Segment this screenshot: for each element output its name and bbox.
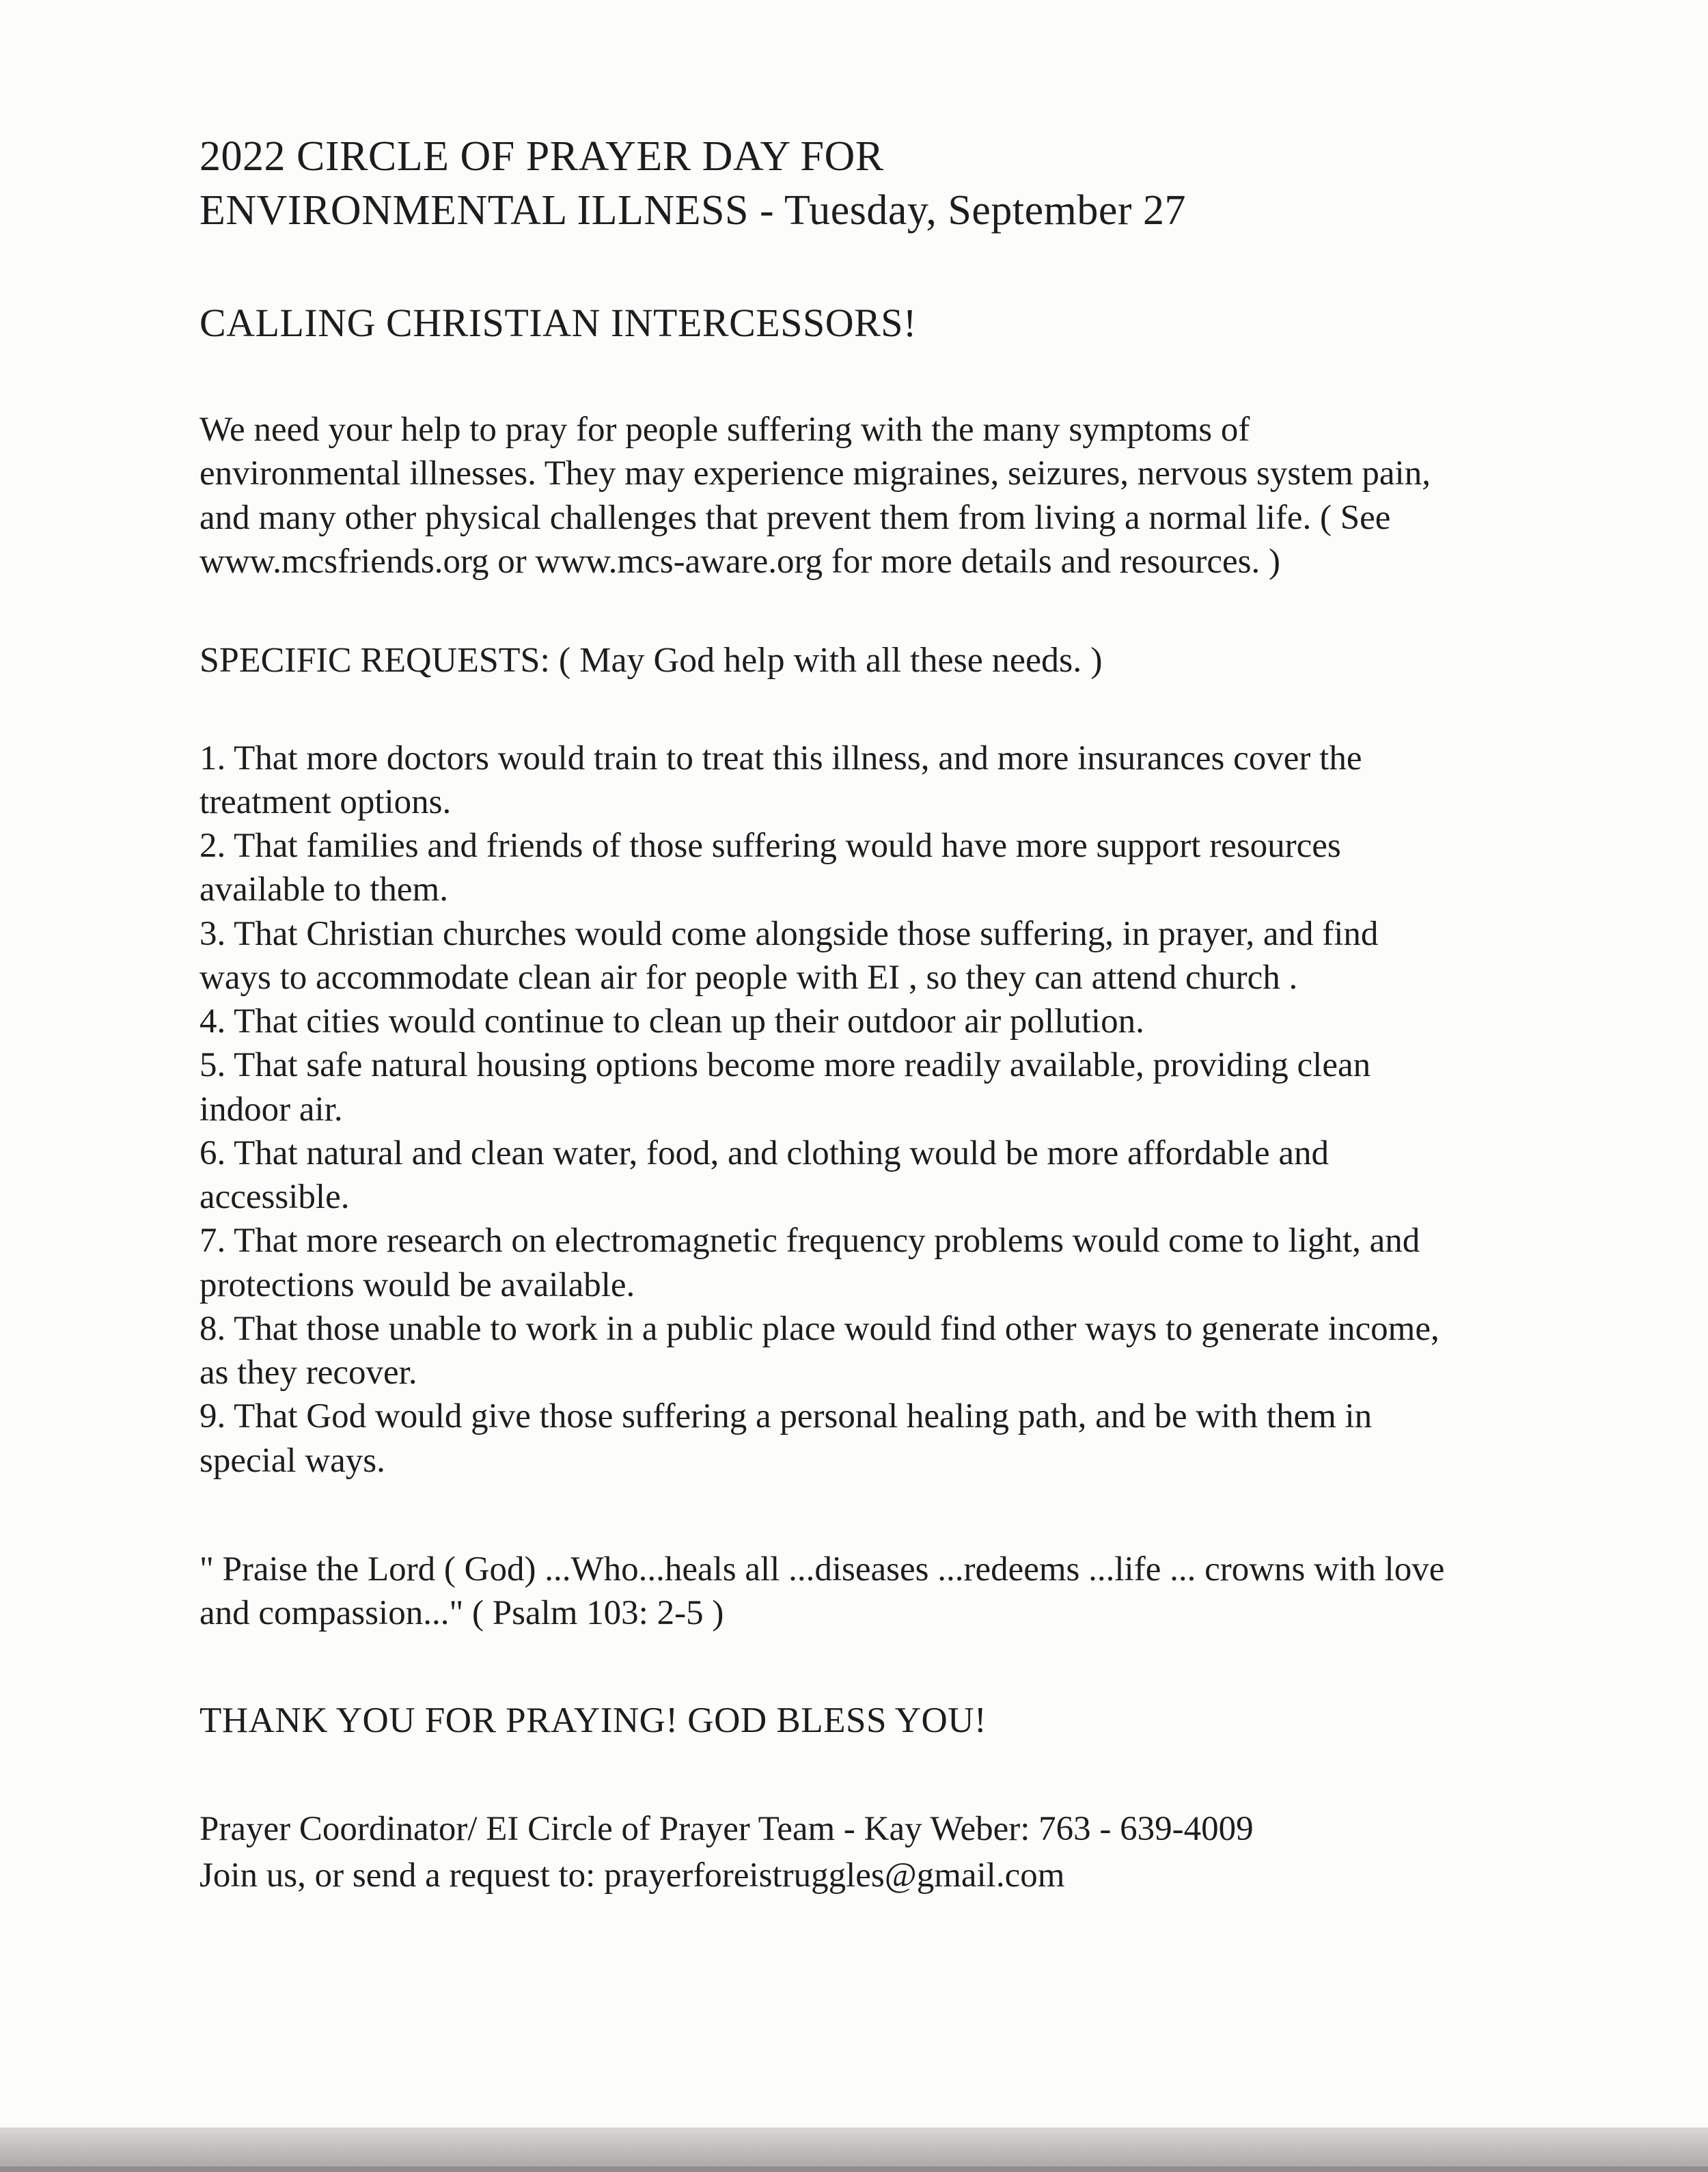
email-contact-line: Join us, or send a request to: prayerforeistruggles@gmail.com [199, 1856, 1065, 1895]
document-title-line-1: 2022 CIRCLE OF PRAYER DAY FOR [199, 133, 884, 180]
prayer-request-item: 4. That cities would continue to clean up their outdoor air pollution. [199, 1002, 1144, 1041]
prayer-request-item: 7. That more research on electromagnetic frequency problems would come to light, and protections would be available. [199, 1222, 1420, 1304]
prayer-request-item: 5. That safe natural housing options become more readily available, providing clean indoor air. [199, 1046, 1371, 1129]
document-title-line-2: ENVIRONMENTAL ILLNESS - Tuesday, September 27 [199, 187, 1186, 234]
scripture-quote: " Praise the Lord ( God) ...Who...heals all ...diseases ...redeems ...life ... crowns with love and compassion..." ( Psalm 103: 2-5 ) [199, 1550, 1445, 1633]
calling-intercessors-heading: CALLING CHRISTIAN INTERCESSORS! [199, 300, 917, 345]
prayer-request-item: 2. That families and friends of those suffering would have more support resources available to them. [199, 827, 1341, 909]
prayer-request-item: 6. That natural and clean water, food, and clothing would be more affordable and accessible. [199, 1133, 1329, 1217]
scanner-edge-artifact [0, 2128, 1708, 2172]
document-content [199, 130, 1450, 1899]
intro-paragraph: We need your help to pray for people suffering with the many symptoms of environmental illnesses. They may experience migraines, seizures, nervous system pain, and many other physical challenges that prevent them from living a normal life. ( See www.mcsfriends.org or www.mcs-aware.org for more details and resources. ) [199, 411, 1431, 581]
thank-you-line: THANK YOU FOR PRAYING! GOD BLESS YOU! [199, 1701, 987, 1741]
prayer-request-item: 8. That those unable to work in a public place would find other ways to generate income, as they recover. [199, 1309, 1440, 1392]
coordinator-contact-line: Prayer Coordinator/ EI Circle of Prayer Team - Kay Weber: 763 - 639-4009 [199, 1810, 1254, 1849]
prayer-request-list [199, 737, 1450, 1483]
scanner-edge-shadow [0, 2167, 1708, 2172]
document-title [199, 130, 1450, 238]
prayer-request-item: 3. That Christian churches would come alongside those suffering, in prayer, and find ways to accommodate clean air for people with EI , so they can attend church . [199, 914, 1379, 997]
prayer-request-item: 1. That more doctors would train to treat this illness, and more insurances cover the treatment options. [199, 739, 1362, 821]
prayer-request-item: 9. That God would give those suffering a personal healing path, and be with them in special ways. [199, 1397, 1373, 1480]
specific-requests-heading: SPECIFIC REQUESTS: ( May God help with all these needs. ) [199, 641, 1103, 681]
contact-footer [199, 1806, 1450, 1899]
